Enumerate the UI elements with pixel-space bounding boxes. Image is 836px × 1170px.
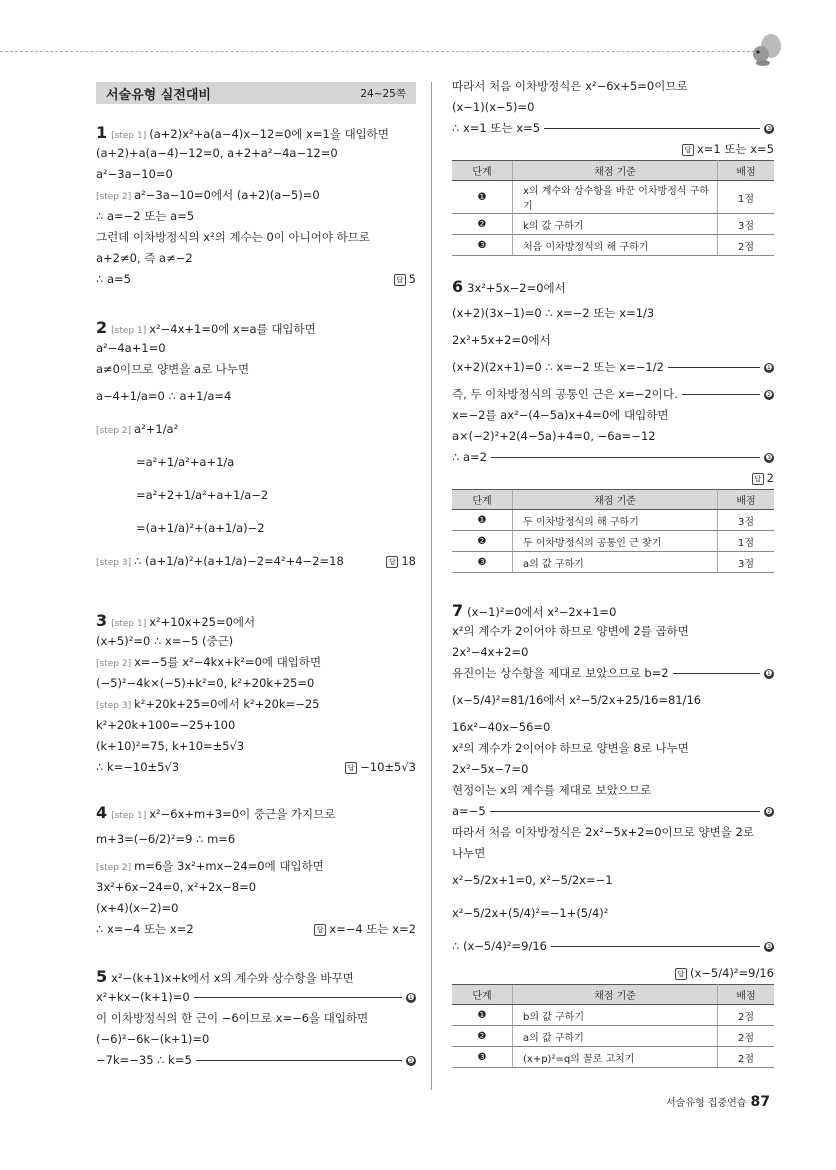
step-label: [step 1] [111,326,147,336]
answer [452,963,774,984]
solution-line: ∴ a=5 [96,272,131,286]
solution-line: x²−4x+1=0에 x=a를 대입하면 [149,322,316,336]
solution-line: a×(−2)²+2(4−5a)+4=0, −6a=−12 [452,429,656,443]
answer-icon: 답 [345,762,357,774]
solution-line: (a+2)+a(a−4)−12=0, a+2+a²−4a−12=0 [96,146,338,160]
solution-line: (x+5)²=0 ∴ x=−5 (중근) [96,634,234,648]
table-cell: 두 이차방정식의 공통인 근 찾기 [513,531,718,552]
answer [386,545,416,578]
solution-line: k²+20k+25=0에서 k²+20k=−25 [134,697,320,711]
solution-line: a²+1/a² [134,422,179,436]
table-cell: ❶ [452,510,513,531]
answer [452,468,774,489]
section-title: 서술유형 실전대비 [106,87,211,103]
solution-line: 2x²−4x+2=0 [452,645,529,659]
solution-line: ∴ k=−10±5√3 [96,760,180,774]
step-label: [step 1] [111,619,147,629]
table-header: 배점 [718,490,775,510]
solution-line: a²−4a+1=0 [96,341,166,355]
table-row [452,531,774,552]
answer-value: (x−5/4)²=9/16 [690,966,774,980]
solution-line: (x−1)²=0에서 x²−2x+1=0 [467,605,617,619]
solution-line: 3x²+6x−24=0, x²+2x−8=0 [96,880,257,894]
step-marker-2: ❷ [765,389,773,399]
step-marker-1: ❶ [407,992,415,1002]
step-label: [step 2] [96,426,132,436]
solution-line: 2x²−5x−7=0 [452,762,529,776]
step-label: [step 2] [96,863,132,873]
solution-line: a≠0이므로 양변을 a로 나누면 [96,362,250,376]
solution-line: x=−2를 ax²−(4−5a)x+4=0에 대입하면 [452,408,669,422]
table-cell: ❷ [452,1026,513,1047]
solution-line: 즉, 두 이차방정식의 공통인 근은 x=−2이다. [452,387,678,401]
table-header: 배점 [718,985,775,1005]
solution-line: m=6을 3x²+mx−24=0에 대입하면 [134,859,324,873]
answer-value: −10±5√3 [360,760,416,774]
step-marker-1: ❶ [765,668,773,678]
solution-line: 현정이는 x의 계수를 제대로 보았으므로 [452,783,652,797]
solution-line: x²−5/2x+(5/4)²=−1+(5/4)² [452,906,609,920]
table-header: 채점 기준 [513,161,718,181]
step-label: [step 3] [96,701,132,711]
table-cell: 3점 [718,510,775,531]
solution-line: x²의 계수가 2이어야 하므로 양변을 8로 나누면 [452,741,689,755]
solution-line: ∴ x=−4 또는 x=2 [96,922,194,936]
squirrel-mascot-icon [745,30,785,70]
solution-line: ∴ (a+1/a)²+(a+1/a)−2=4²+4−2=18 [134,554,344,568]
problem-5 [96,966,416,1071]
solution-line: 3x²+5x−2=0에서 [467,281,566,295]
solution-line: k²+20k+100=−25+100 [96,718,236,732]
solution-line: 유진이는 상수항을 제대로 보았으므로 b=2 [452,666,669,680]
table-header: 단계 [452,490,513,510]
solution-line: a²−3a−10=0 [96,167,173,181]
table-cell: 2점 [718,1005,775,1026]
problem-number: 7 [452,601,464,620]
problem-5-continued [452,76,774,256]
problem-3 [96,610,416,778]
solution-line: (k+10)²=75, k+10=±5√3 [96,739,245,753]
table-header: 단계 [452,161,513,181]
solution-line: =(a+1/a)²+(a+1/a)−2 [136,521,265,535]
solution-line: x²−5/2x+1=0, x²−5/2x=−1 [452,873,613,887]
problem-number: 2 [96,318,108,337]
step-marker-3: ❸ [765,452,773,462]
solution-line: 이 이차방정식의 한 근이 −6이므로 x=−6을 대입하면 [96,1011,369,1025]
solution-line: a−4+1/a=0 ∴ a+1/a=4 [96,389,232,403]
scoring-table [452,489,774,573]
table-row [452,1005,774,1026]
solution-line: (a+2)x²+a(a−4)x−12=0에 x=1을 대입하면 [149,127,390,141]
page-number: 87 [750,1094,770,1110]
section-header [96,82,416,104]
table-row [452,552,774,573]
table-cell: ❷ [452,214,513,235]
solution-line: ∴ a=−2 또는 a=5 [96,209,195,223]
table-cell: 2점 [718,1047,775,1068]
solution-line: ∴ x=1 또는 x=5 [452,121,541,135]
table-cell: 2점 [718,1026,775,1047]
table-cell: 처음 이차방정식의 해 구하기 [513,235,718,256]
problem-2 [96,317,416,578]
solution-line: =a²+1/a²+a+1/a [136,455,235,469]
left-column [96,82,416,1067]
table-header: 배점 [718,161,775,181]
table-cell: k의 값 구하기 [513,214,718,235]
solution-line: x²−6x+m+3=0이 중근을 가지므로 [149,807,336,821]
answer-value: 18 [401,554,416,568]
table-cell: 3점 [718,214,775,235]
step-marker-1: ❶ [765,362,773,372]
table-row [452,214,774,235]
problem-number: 3 [96,611,108,630]
solution-line: 따라서 처음 이차방정식은 2x²−5x+2=0이므로 양변을 2로 [452,825,754,839]
solution-line: (x+2)(3x−1)=0 ∴ x=−2 또는 x=1/3 [452,306,655,320]
solution-line: a²−3a−10=0에서 (a+2)(a−5)=0 [134,188,320,202]
solution-line: m+3=(−6/2)²=9 ∴ m=6 [96,832,236,846]
table-cell: ❸ [452,552,513,573]
answer-value: x=1 또는 x=5 [696,142,774,156]
step-marker-2: ❷ [765,806,773,816]
table-cell: 3점 [718,552,775,573]
solution-line: =a²+2+1/a²+a+1/a−2 [136,488,269,502]
table-cell: ❶ [452,181,513,214]
table-cell: ❷ [452,531,513,552]
table-cell: ❶ [452,1005,513,1026]
problem-number: 4 [96,803,108,822]
column-divider [431,82,432,1090]
table-header: 채점 기준 [513,985,718,1005]
answer-value: 5 [408,272,416,286]
scoring-table [452,984,774,1068]
solution-line: x²−(k+1)x+k에서 x의 계수와 상수항을 바꾸면 [111,971,354,985]
answer-icon: 답 [752,473,764,485]
answer-value: 2 [766,471,774,485]
solution-line: 그런데 이차방정식의 x²의 계수는 0이 아니어야 하므로 [96,230,370,244]
answer-icon: 답 [675,968,687,980]
scoring-table [452,160,774,256]
solution-line: (x+4)(x−2)=0 [96,901,179,915]
table-cell: x의 계수와 상수항을 바꾼 이차방정식 구하기 [513,181,718,214]
solution-line: x²+kx−(k+1)=0 [96,990,190,1004]
step-marker-3: ❸ [765,941,773,951]
solution-line: 2x²+5x+2=0에서 [452,333,551,347]
step-marker-2: ❷ [407,1055,415,1065]
table-cell: b의 값 구하기 [513,1005,718,1026]
answer-value: x=−4 또는 x=2 [329,922,416,936]
table-row [452,181,774,214]
step-label: [step 1] [111,131,147,141]
solution-line: 16x²−40x−56=0 [452,720,551,734]
step-label: [step 3] [96,558,132,568]
step-label: [step 2] [96,659,132,669]
table-header: 채점 기준 [513,490,718,510]
solution-line: 따라서 처음 이차방정식은 x²−6x+5=0이므로 [452,79,688,93]
page-range: 24~25쪽 [360,87,406,100]
answer [345,757,416,778]
table-cell: 2점 [718,235,775,256]
table-cell: 1점 [718,181,775,214]
solution-line: −7k=−35 ∴ k=5 [96,1053,192,1067]
step-label: [step 2] [96,192,132,202]
table-row [452,1026,774,1047]
answer [394,269,416,290]
table-cell: a의 값 구하기 [513,1026,718,1047]
solution-line: (x−1)(x−5)=0 [452,100,535,114]
solution-line: 나누면 [452,846,486,860]
top-dashed-rule [0,51,760,52]
answer-icon: 답 [386,556,398,568]
problem-4 [96,802,416,940]
answer [452,139,774,160]
solution-line: (−5)²−4k×(−5)+k²=0, k²+20k+25=0 [96,676,315,690]
table-cell: 두 이차방정식의 해 구하기 [513,510,718,531]
solution-line: x=−5를 x²−4kx+k²=0에 대입하면 [134,655,322,669]
table-header: 단계 [452,985,513,1005]
footer-label: 서술유형 집중연습 [666,1098,747,1109]
problem-7 [452,600,774,1068]
solution-line: (x+2)(2x+1)=0 ∴ x=−2 또는 x=−1/2 [452,360,664,374]
table-cell: ❸ [452,1047,513,1068]
solution-line: (−6)²−6k−(k+1)=0 [96,1032,210,1046]
answer-icon: 답 [682,144,694,156]
problem-6 [452,276,774,573]
table-row [452,235,774,256]
problem-number: 5 [96,967,108,986]
solution-line: ∴ (x−5/4)²=9/16 [452,939,547,953]
step-marker-3: ❸ [765,123,773,133]
step-label: [step 1] [111,811,147,821]
table-cell: a의 값 구하기 [513,552,718,573]
table-cell: (x+p)²=q의 꼴로 고치기 [513,1047,718,1068]
page-footer [666,1094,770,1110]
problem-1 [96,122,416,290]
solution-line: (x−5/4)²=81/16에서 x²−5/2x+25/16=81/16 [452,693,702,707]
table-row [452,510,774,531]
solution-line: ∴ a=2 [452,450,487,464]
solution-line: a=−5 [452,804,486,818]
answer [314,919,416,940]
answer-icon: 답 [314,924,326,936]
problem-number: 6 [452,277,464,296]
table-row [452,1047,774,1068]
problem-number: 1 [96,123,108,142]
solution-line: a+2≠0, 즉 a≠−2 [96,251,193,265]
answer-icon: 답 [394,274,406,286]
table-cell: ❸ [452,235,513,256]
solution-line: x²의 계수가 2이어야 하므로 양변에 2를 곱하면 [452,624,689,638]
table-cell: 1점 [718,531,775,552]
solution-line: x²+10x+25=0에서 [149,615,256,629]
